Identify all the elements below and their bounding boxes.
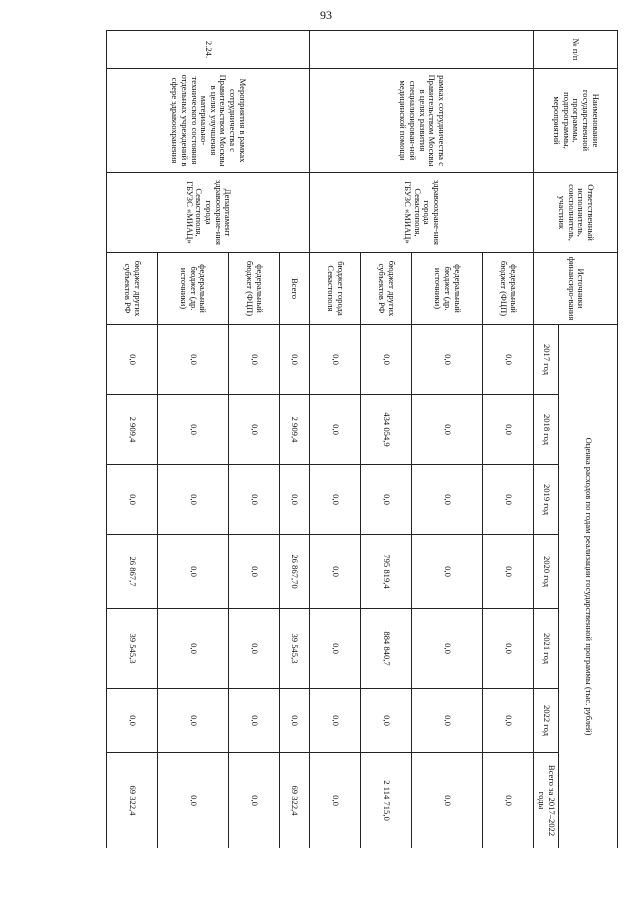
value-cell: 39 545,3	[107, 609, 158, 689]
header-year: 2017 год	[534, 325, 559, 395]
table-row	[483, 31, 534, 849]
header-sources: Источники финансиро-вания	[534, 253, 618, 325]
header-year: 2018 год	[534, 395, 559, 465]
value-cell: 0,0	[310, 689, 361, 753]
total-cell: 69 322,4	[279, 753, 310, 849]
total-cell: 0,0	[310, 753, 361, 849]
value-cell: 0,0	[107, 325, 158, 395]
value-cell: 0,0	[157, 395, 228, 465]
page-number: 93	[320, 8, 332, 22]
value-cell: 0,0	[361, 465, 412, 535]
table-row	[279, 31, 310, 849]
value-cell: 0,0	[107, 465, 158, 535]
value-cell: 2 909,4	[107, 395, 158, 465]
header-year: 2020 год	[534, 535, 559, 609]
header-total: Всего за 2017–2022 годы	[534, 753, 559, 849]
value-cell: 0,0	[361, 325, 412, 395]
value-cell: 0,0	[228, 325, 279, 395]
total-cell: 0,0	[228, 753, 279, 849]
executor: здравоохране-ния города Севастополя, ГБУЗС «МИАЦ»	[310, 173, 534, 253]
value-cell: 0,0	[228, 465, 279, 535]
value-cell: 0,0	[483, 689, 534, 753]
measure-name: рамках сотрудничества с Правительством Москвы в целях развития специализирован-ной медицинской помощи	[310, 69, 534, 173]
rotated-table-area	[106, 30, 618, 848]
header-estimate: Оценка расходов по годам реализации государственной программы (тыс. рублей)	[559, 325, 618, 849]
header-name: Наименование государственной программы, подпрограммы, мероприятий	[534, 69, 618, 173]
header-executor: Ответственный исполнитель, соисполнитель, участник	[534, 173, 618, 253]
measure-name: Мероприятия в рамках сотрудничества с Правительством Москвы в целях улучшения материально-технического состояния отдельных учреждений в сфере здравоохранения	[107, 69, 310, 173]
total-cell: 0,0	[157, 753, 228, 849]
value-cell: 795 819,4	[361, 535, 412, 609]
value-cell: 0,0	[361, 689, 412, 753]
value-cell: 0,0	[483, 535, 534, 609]
header-year: 2021 год	[534, 609, 559, 689]
value-cell: 2 909,4	[279, 395, 310, 465]
value-cell: 0,0	[412, 689, 483, 753]
value-cell: 0,0	[412, 535, 483, 609]
header-year: 2022 год	[534, 689, 559, 753]
value-cell: 0,0	[279, 325, 310, 395]
total-cell: 2 114 715,0	[361, 753, 412, 849]
source-name: федеральный бюджет (др. источники)	[412, 253, 483, 325]
value-cell: 26 867,7	[107, 535, 158, 609]
value-cell: 0,0	[412, 609, 483, 689]
value-cell: 0,0	[107, 689, 158, 753]
value-cell: 0,0	[157, 465, 228, 535]
value-cell: 0,0	[310, 609, 361, 689]
total-cell: 0,0	[483, 753, 534, 849]
budget-table	[106, 30, 618, 848]
value-cell: 0,0	[310, 395, 361, 465]
value-cell: 0,0	[412, 465, 483, 535]
value-cell: 26 867,70	[279, 535, 310, 609]
value-cell: 0,0	[310, 465, 361, 535]
header-num: № п/п	[534, 31, 618, 69]
source-name: Всего	[279, 253, 310, 325]
value-cell: 0,0	[412, 395, 483, 465]
source-name: федеральный бюджет (ФЦП)	[228, 253, 279, 325]
value-cell: 0,0	[483, 325, 534, 395]
value-cell: 0,0	[157, 609, 228, 689]
value-cell: 0,0	[483, 465, 534, 535]
value-cell: 0,0	[279, 465, 310, 535]
value-cell: 0,0	[228, 535, 279, 609]
source-name: бюджет других субъектов РФ	[107, 253, 158, 325]
value-cell: 434 054,9	[361, 395, 412, 465]
value-cell: 0,0	[228, 609, 279, 689]
row-num: 2.24.	[107, 31, 310, 69]
executor: Департамент здравоохране-ния города Севастополя, ГБУЗС «МИАЦ»	[107, 173, 310, 253]
total-cell: 69 322,4	[107, 753, 158, 849]
value-cell: 0,0	[412, 325, 483, 395]
value-cell: 0,0	[157, 689, 228, 753]
value-cell: 0,0	[483, 609, 534, 689]
rotated-page-content	[106, 30, 618, 848]
source-name: бюджет города Севастополя	[310, 253, 361, 325]
value-cell: 0,0	[157, 325, 228, 395]
value-cell: 0,0	[279, 689, 310, 753]
value-cell: 884 840,7	[361, 609, 412, 689]
value-cell: 0,0	[228, 689, 279, 753]
value-cell: 0,0	[310, 325, 361, 395]
source-name: федеральный бюджет (ФЦП)	[483, 253, 534, 325]
value-cell: 0,0	[483, 395, 534, 465]
header-year: 2019 год	[534, 465, 559, 535]
header-row	[559, 31, 618, 849]
row-num-empty	[310, 31, 534, 69]
value-cell: 0,0	[157, 535, 228, 609]
value-cell: 0,0	[228, 395, 279, 465]
source-name: бюджет других субъектов РФ	[361, 253, 412, 325]
total-cell: 0,0	[412, 753, 483, 849]
source-name: федеральный бюджет (др. источники)	[157, 253, 228, 325]
value-cell: 0,0	[310, 535, 361, 609]
value-cell: 39 545,3	[279, 609, 310, 689]
